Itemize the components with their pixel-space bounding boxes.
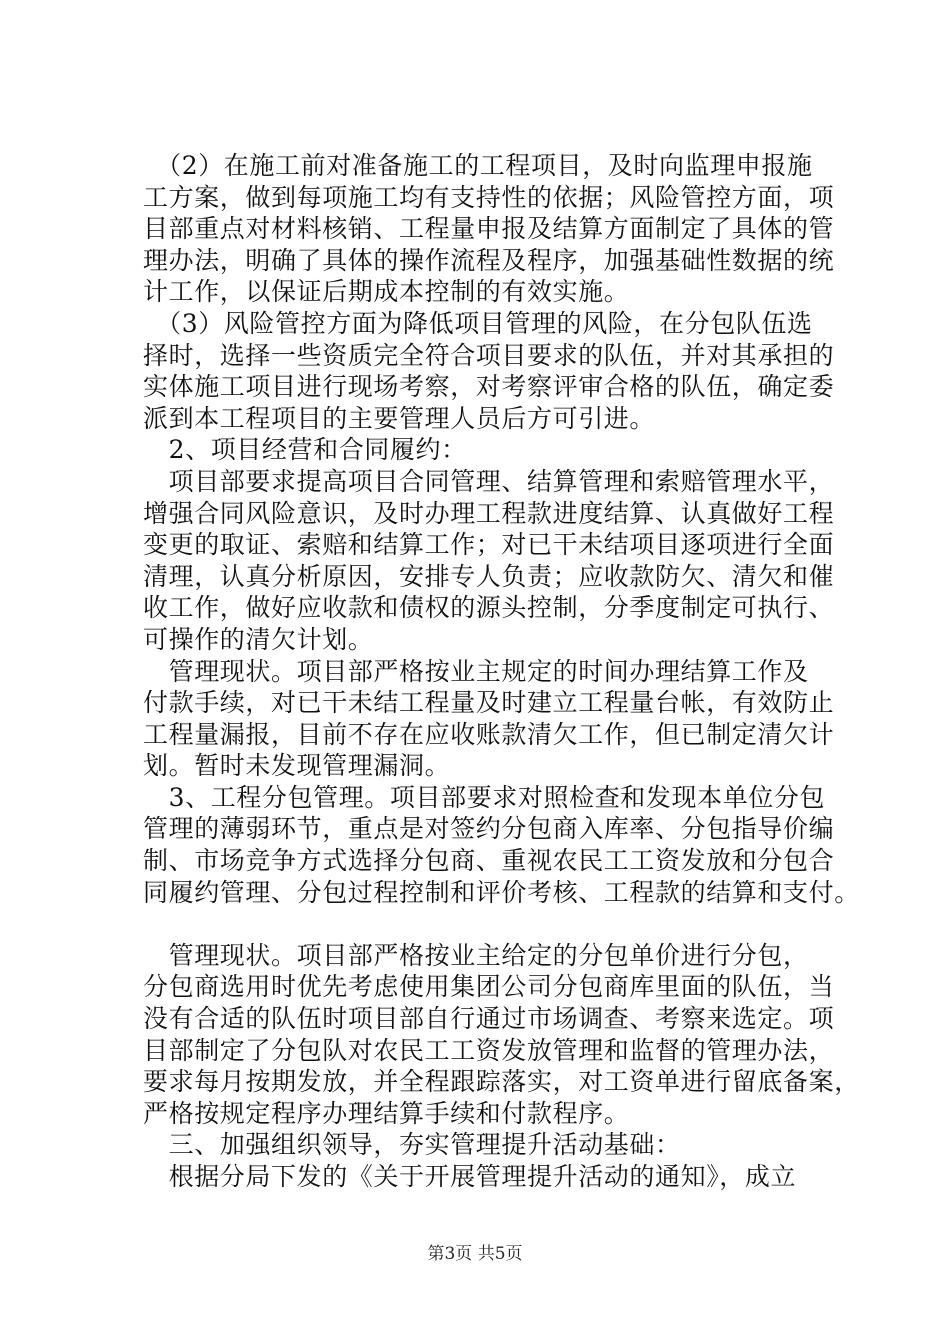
text-line: （3）风险管控方面为降低项目管理的风险，在分包队伍选 bbox=[143, 308, 813, 338]
text-line: 收工作，做好应收款和债权的源头控制，分季度制定可执行、 bbox=[143, 593, 835, 623]
page-number: 第3页 共5页 bbox=[427, 1244, 523, 1264]
body-text bbox=[143, 150, 860, 1193]
text-line: 没有合适的队伍时项目部自行通过市场调查、考察来选定。项 bbox=[143, 1004, 835, 1034]
text-line: 择时，选择一些资质完全符合项目要求的队伍，并对其承担的 bbox=[143, 340, 835, 370]
text-line: （2）在施工前对准备施工的工程项目，及时向监理申报施 bbox=[143, 151, 813, 180]
text-line: 同履约管理、分包过程控制和评价考核、工程款的结算和支付。 bbox=[143, 877, 860, 907]
text-line: 划。暂时未发现管理漏洞。 bbox=[143, 751, 451, 781]
text-line: 工程量漏报，目前不存在应收账款清欠工作，但已制定清欠计 bbox=[143, 719, 835, 749]
text-line: 项目部要求提高项目合同管理、结算管理和索赔管理水平， bbox=[143, 466, 835, 496]
text-line: 目部制定了分包队对农民工工资发放管理和监督的管理办法， bbox=[143, 1035, 835, 1065]
text-line: 管理现状。项目部严格按业主规定的时间办理结算工作及 bbox=[143, 656, 809, 686]
text-line: 3、工程分包管理。项目部要求对照检查和发现本单位分包 bbox=[143, 782, 826, 812]
text-line: 管理的薄弱环节，重点是对签约分包商入库率、分包指导价编 bbox=[143, 814, 835, 844]
text-line: 制、市场竞争方式选择分包商、重视农民工工资发放和分包合 bbox=[143, 846, 835, 876]
text-line: 目部重点对材料核销、工程量申报及结算方面制定了具体的管 bbox=[143, 214, 835, 244]
text-line: 计工作，以保证后期成本控制的有效实施。 bbox=[143, 277, 630, 307]
text-line: 管理现状。项目部严格按业主给定的分包单价进行分包， bbox=[143, 940, 809, 970]
section-heading: 三、加强组织领导，夯实管理提升活动基础： bbox=[143, 1130, 681, 1160]
text-line: 可操作的清欠计划。 bbox=[143, 624, 374, 654]
text-line: 分包商选用时优先考虑使用集团公司分包商库里面的队伍，当 bbox=[143, 972, 835, 1002]
text-line: 实体施工项目进行现场考察，对考察评审合格的队伍，确定委 bbox=[143, 372, 835, 402]
page-footer bbox=[0, 1243, 950, 1265]
text-line: 派到本工程项目的主要管理人员后方可引进。 bbox=[143, 403, 656, 433]
text-line: 要求每月按期发放，并全程跟踪落实，对工资单进行留底备案， bbox=[143, 1067, 860, 1097]
blank-line bbox=[143, 908, 833, 940]
text-line: 根据分局下发的《关于开展管理提升活动的通知》，成立 bbox=[143, 1162, 797, 1191]
text-line: 变更的取证、索赔和结算工作；对已干未结项目逐项进行全面 bbox=[143, 530, 835, 560]
text-line: 清理，认真分析原因，安排专人负责；应收款防欠、清欠和催 bbox=[143, 561, 835, 591]
text-line: 工方案，做到每项施工均有支持性的依据；风险管控方面，项 bbox=[143, 182, 835, 212]
text-line: 严格按规定程序办理结算手续和付款程序。 bbox=[143, 1098, 630, 1128]
text-line: 付款手续，对已干未结工程量及时建立工程量台帐，有效防止 bbox=[143, 688, 835, 718]
text-line: 理办法，明确了具体的操作流程及程序，加强基础性数据的统 bbox=[143, 245, 835, 275]
section-heading: 2、项目经营和合同履约： bbox=[143, 435, 467, 465]
text-line: 增强合同风险意识，及时办理工程款进度结算、认真做好工程 bbox=[143, 498, 835, 528]
